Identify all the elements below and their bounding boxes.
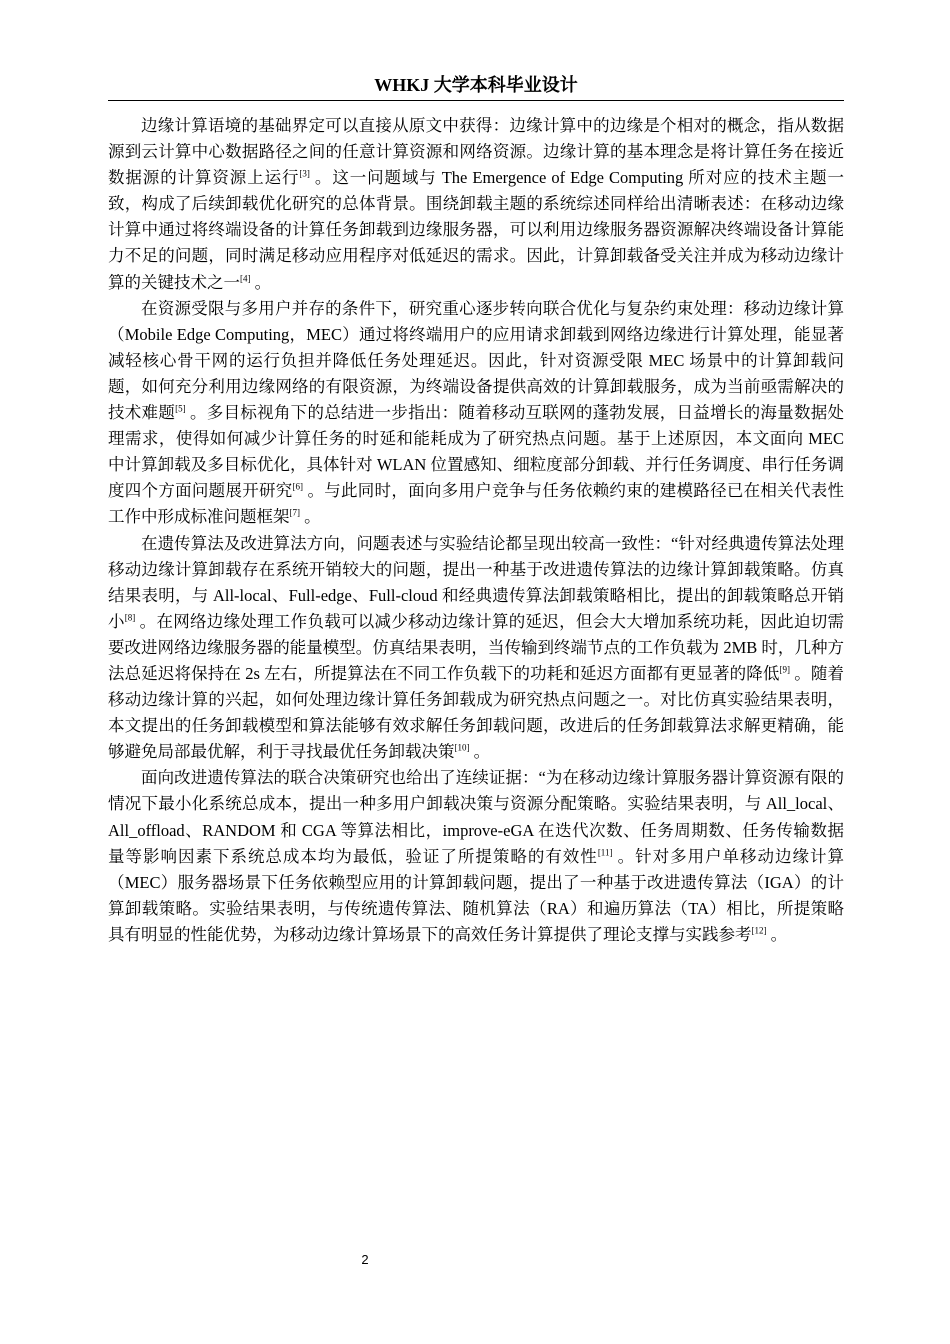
page-header: WHKJ 大学本科毕业设计 <box>374 75 578 95</box>
text-run: 面向改进遗传算法的联合决策研究也给出了连续证据：“为在移动边缘计算服务器计算资源有限的情况下最小化系统总成本，提出一种多用户卸载决策与资源分配策略。实验结果表明，与 All_local、All_offload、RANDOM 和 CGA 等算法相比，improve-eGA 在迭代次数、任务周期数、任务传输数据量等影响因素下系统总成本均为最低，验证了所提策略的有效性 <box>108 768 844 866</box>
text-run: 。 <box>766 924 788 944</box>
text-run: 。 <box>250 272 272 292</box>
page-number: 2 <box>361 1252 369 1267</box>
citation-ref: [7] <box>289 507 300 518</box>
citation-ref: [12] <box>751 925 767 936</box>
text-run: 。随着移动边缘计算的兴起，如何处理边缘计算任务卸载成为研究热点问题之一。对比仿真实验结果表明，本文提出的任务卸载模型和算法能够有效求解任务卸载问题，改进后的任务卸载算法求解更精确，能够避免局部最优解，利于寻找最优任务卸载决策 <box>108 663 845 762</box>
text-run: 在遗传算法及改进算法方向，问题表述与实验结论都呈现出较高一致性：“针对经典遗传算法处理移动边缘计算卸载存在系统开销较大的问题，提出一种基于改进遗传算法的边缘计算卸载策略。仿真结果表明，与 All-local、Full-edge、Full-cloud 和经典遗传算法卸载策略相比，提出的卸载策略总开销小 <box>108 533 844 631</box>
citation-ref: [10] <box>454 742 470 753</box>
citation-ref: [5] <box>175 403 186 414</box>
citation-ref: [11] <box>597 847 613 858</box>
paragraph <box>108 765 844 948</box>
citation-ref: [8] <box>124 612 136 623</box>
text-run: 边缘计算语境的基础界定可以直接从原文中获得：边缘计算中的边缘是个相对的概念，指从数据源到云计算中心数据路径之间的任意计算资源和网络资源。边缘计算的基本理念是将计算任务在接近数据源的计算资源上运行 <box>108 116 844 188</box>
text-run: 。这一问题域与 The Emergence of Edge Computing 所对应的技术主题一致，构成了后续卸载优化研究的总体背景。围绕卸载主题的系统综述同样给出清晰表述：在移动边缘计算中通过将终端设备的计算任务卸载到边缘服务器，可以利用边缘服务器资源解决终端设备计算能力不足的问题，同时满足移动应用程序对低延迟的需求。因此，计算卸载备受关注并成为移动边缘计算的关键技术之一 <box>108 168 844 292</box>
paragraph <box>108 296 844 531</box>
body-text <box>108 113 844 948</box>
text-run: 。在网络边缘处理工作负载可以减少移动边缘计算的延迟，但会大大增加系统功耗，因此迫切需要改进网络边缘服务器的能量模型。仿真结果表明，当传输到终端节点的工作负载为 2MB 时，几种方法总延迟将保持在 2s 左右，所提算法在不同工作负载下的功耗和延迟方面都有更显著的降低 <box>108 611 845 683</box>
header-divider <box>108 100 844 101</box>
paragraph <box>108 113 844 296</box>
paragraph <box>108 531 844 766</box>
citation-ref: [9] <box>779 664 791 675</box>
text-run: 。多目标视角下的总结进一步指出：随着移动互联网的蓬勃发展，日益增长的海量数据处理需求，使得如何减少计算任务的时延和能耗成为了研究热点问题。基于上述原因，本文面向 MEC 中计算卸载及多目标优化，具体针对 WLAN 位置感知、细粒度部分卸载、并行任务调度、串行任务调度四个方面问题展开研究 <box>108 403 845 501</box>
text-run: 在资源受限与多用户并存的条件下，研究重心逐步转向联合优化与复杂约束处理：移动边缘计算（Mobile Edge Computing，MEC）通过将终端用户的应用请求卸载到网络边缘进行计算处理，能显著减轻核心骨干网的运行负担并降低任务处理延迟。因此，针对资源受限 MEC 场景中的计算卸载问题，如何充分利用边缘网络的有限资源，为终端设备提供高效的计算卸载服务，成为当前亟需解决的技术难题 <box>108 298 844 423</box>
text-run: 。与此同时，面向多用户竞争与任务依赖约束的建模路径已在相关代表性工作中形成标准问题框架 <box>108 481 845 527</box>
text-run: 。针对多用户单移动边缘计算（MEC）服务器场景下任务依赖型应用的计算卸载问题，提出了一种基于改进遗传算法（IGA）的计算卸载策略。实验结果表明，与传统遗传算法、随机算法（RA）和遍历算法（TA）相比，所提策略具有明显的性能优势，为移动边缘计算场景下的高效任务计算提供了理论支撑与实践参考 <box>108 846 845 944</box>
citation-ref: [4] <box>240 273 251 284</box>
text-run: 。 <box>469 742 491 762</box>
citation-ref: [3] <box>299 168 310 179</box>
citation-ref: [6] <box>292 481 304 492</box>
text-run: 。 <box>300 507 321 527</box>
